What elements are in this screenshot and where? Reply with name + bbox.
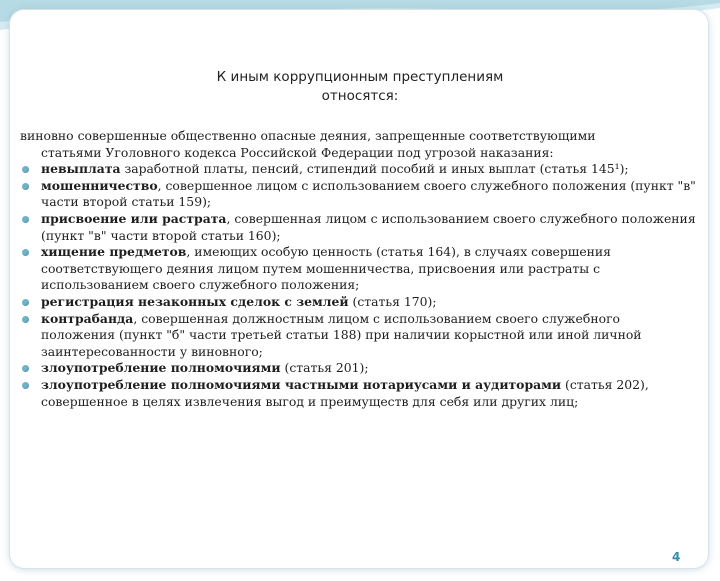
bullet-icon bbox=[22, 365, 29, 372]
item-text: , совершенное лицом с использованием своего служебного положения (пункт "в" части второй статьи 159); bbox=[41, 177, 696, 210]
intro-line-2: статьями Уголовного кодекса Российской Федерации под угрозой наказания: bbox=[41, 144, 554, 160]
item-text: (статья 170); bbox=[348, 293, 437, 309]
item-term: невыплата bbox=[41, 161, 121, 177]
page-number: 4 bbox=[672, 550, 681, 564]
item-term: присвоение или растрата bbox=[41, 210, 227, 226]
item-term: злоупотребление полномочиями частными нотариусами и аудиторами bbox=[41, 376, 562, 392]
list-item bbox=[20, 360, 698, 377]
bullet-icon bbox=[22, 299, 29, 306]
bullet-icon bbox=[22, 316, 29, 323]
list-item bbox=[20, 178, 698, 211]
item-text: (статья 202), совершенное в целях извлечения выгод и преимуществ для себя или других лиц; bbox=[41, 376, 649, 409]
item-term: мошенничество bbox=[41, 177, 158, 193]
item-text: , имеющих особую ценность (статья 164), в случаях совершения соответствующего деяния лицом путем мошенничества, присвоения или растраты с использованием своего служебного положения; bbox=[41, 244, 611, 293]
list-item bbox=[20, 161, 698, 178]
bullet-icon bbox=[22, 183, 29, 190]
list-item bbox=[20, 377, 698, 410]
list-item bbox=[20, 244, 698, 294]
item-term: злоупотребление полномочиями bbox=[41, 360, 281, 376]
crime-list bbox=[20, 161, 698, 410]
bullet-icon bbox=[22, 216, 29, 223]
item-term: хищение предметов bbox=[41, 244, 187, 260]
item-text: заработной платы, пенсий, стипендий пособий и иных выплат (статья 145¹); bbox=[120, 161, 629, 177]
title-line-1: К иным коррупционным преступлениям bbox=[216, 69, 504, 85]
bullet-icon bbox=[22, 382, 29, 389]
list-item bbox=[20, 294, 698, 311]
intro-line-1: виновно совершенные общественно опасные деяния, запрещенные соответствующими bbox=[20, 128, 596, 143]
list-item bbox=[20, 211, 698, 244]
bullet-icon bbox=[22, 249, 29, 256]
bullet-icon bbox=[22, 166, 29, 173]
slide-title bbox=[100, 68, 620, 106]
list-item bbox=[20, 311, 698, 361]
item-term: контрабанда bbox=[41, 310, 134, 326]
item-term: регистрация незаконных сделок с землей bbox=[41, 293, 349, 309]
item-text: , совершенная лицом с использованием своего служебного положения (пункт "в" части второй статьи 160); bbox=[41, 210, 696, 243]
title-line-2: относятся: bbox=[321, 88, 399, 104]
slide-content bbox=[20, 128, 698, 410]
item-text: , совершенная должностным лицом с использованием своего служебного положения (пункт "б" части третьей статьи 188) при наличии корыстной или иной личной заинтересованности у виновного; bbox=[41, 310, 642, 359]
item-text: (статья 201); bbox=[280, 360, 369, 376]
